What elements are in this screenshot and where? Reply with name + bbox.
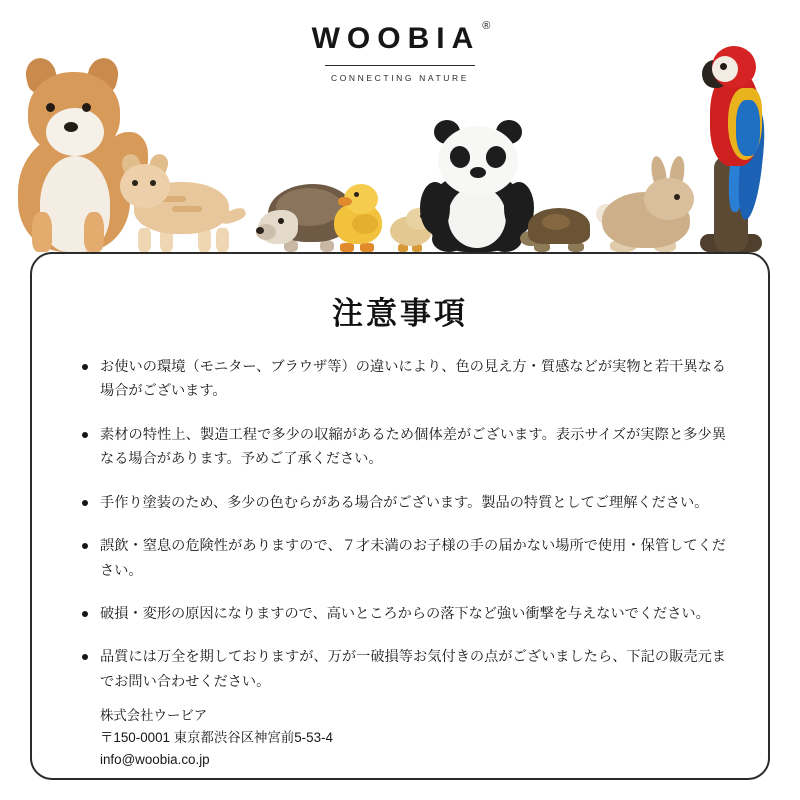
contact-company: 株式会社ウービア bbox=[100, 708, 208, 724]
contact-block bbox=[100, 705, 734, 770]
list-item: 破損・変形の原因になりますので、高いところからの落下など強い衝撃を与えないでください。 bbox=[80, 602, 726, 626]
contact-email[interactable]: info@woobia.co.jp bbox=[100, 751, 210, 767]
brand-name bbox=[311, 20, 491, 55]
registered-trademark-icon: ® bbox=[482, 20, 491, 32]
list-item: 素材の特性上、製造工程で多少の収縮があるため個体差がございます。表示サイズが実際と多少異なる場合があります。予めご了承ください。 bbox=[80, 423, 726, 472]
notice-list bbox=[66, 355, 734, 694]
list-item: お使いの環境（モニター、ブラウザ等）の違いにより、色の見え方・質感などが実物と若干異なる場合がございます。 bbox=[80, 355, 726, 404]
figure-tortoise bbox=[520, 202, 600, 252]
figure-cat bbox=[120, 147, 245, 252]
contact-address: 〒150-0001 東京都渋谷区神宮前5-53-4 bbox=[100, 729, 333, 745]
notice-title: 注意事項 bbox=[332, 296, 468, 331]
notice-card bbox=[30, 252, 770, 780]
brand-lockup bbox=[0, 20, 800, 83]
list-item: 誤飲・窒息の危険性がありますので、７才未満のお子様の手の届かない場所で使用・保管してください。 bbox=[80, 534, 726, 583]
brand-tagline: CONNECTING NATURE bbox=[330, 73, 469, 83]
brand-name-text: WOOBIA bbox=[311, 22, 481, 55]
list-item: 品質には万全を期しておりますが、万が一破損等お気付きの点がございましたら、下記の販売元までお問い合わせください。 bbox=[80, 645, 726, 694]
brand-divider bbox=[325, 65, 475, 66]
list-item: 手作り塗装のため、多少の色むらがある場合がございます。製品の特質としてご理解ください。 bbox=[80, 491, 726, 515]
figure-duckling bbox=[330, 180, 388, 252]
